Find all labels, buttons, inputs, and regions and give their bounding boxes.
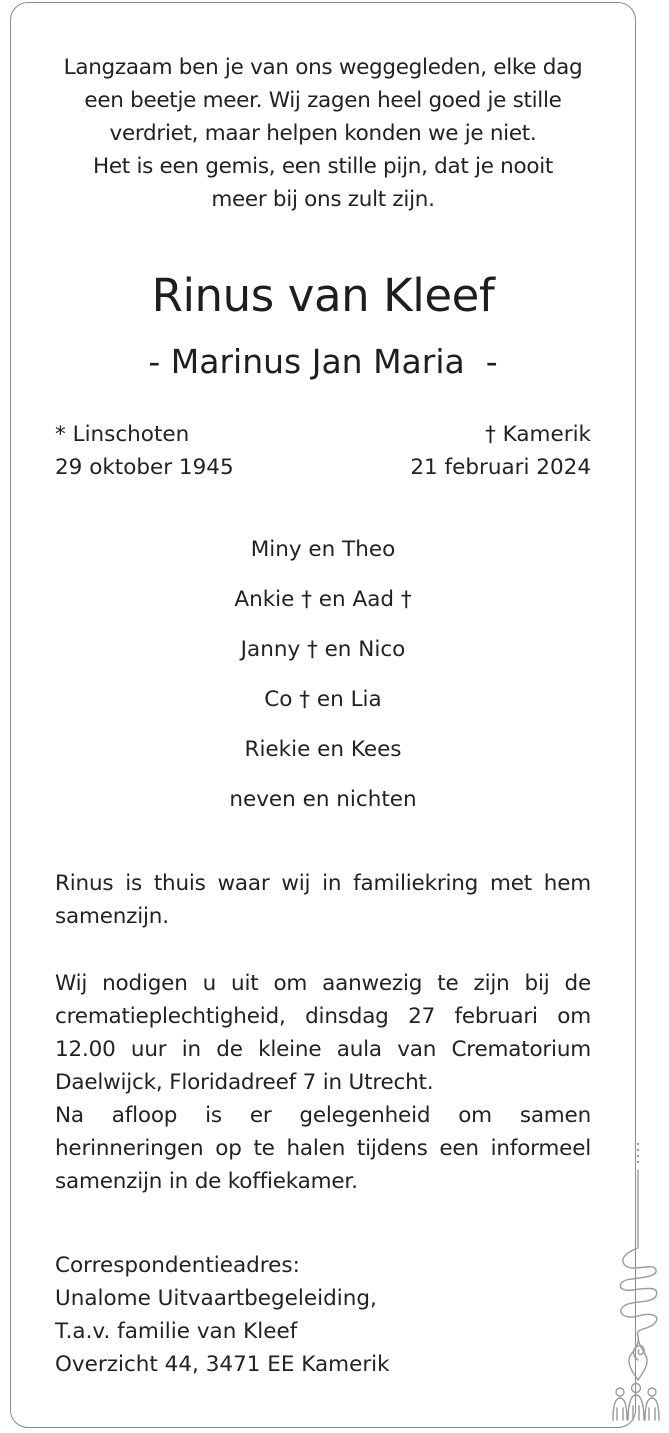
poem-line: Het is een gemis, een stille pijn, dat je nooit — [92, 154, 554, 179]
dotted-line — [637, 1143, 639, 1163]
poem-line: Langzaam ben je van ons weggegleden, elke dag — [63, 55, 583, 80]
family-member: Ankie † en Aad † — [234, 587, 412, 612]
address-line: T.a.v. familie van Kleef — [55, 1319, 298, 1344]
address-line: Correspondentieadres: — [55, 1253, 300, 1278]
birth-info — [55, 418, 234, 484]
paragraph-line: herinneringen op te halen tijdens een informeel — [55, 1136, 591, 1161]
death-info — [410, 418, 591, 484]
family-list — [0, 532, 646, 832]
paragraph-line: crematieplechtigheid, dinsdag 27 februari om — [55, 1004, 591, 1029]
unalome-logo-icon — [604, 1130, 668, 1425]
paragraph-line: Wij nodigen u uit om aanwezig te zijn bij de — [55, 971, 591, 996]
paragraph-line: Rinus is thuis waar wij in familiekring met hem — [55, 871, 591, 896]
poem-line: verdriet, maar helpen konden we je niet. — [109, 121, 537, 146]
death-place: † Kamerik — [485, 422, 591, 447]
deceased-full-name: - Marinus Jan Maria - — [148, 342, 498, 381]
address-line: Unalome Uitvaartbegeleiding, — [55, 1286, 377, 1311]
family-member: neven en nichten — [229, 787, 417, 812]
birth-place: * Linschoten — [55, 422, 190, 447]
deceased-name: Rinus van Kleef — [151, 269, 495, 322]
paragraph-line: samenzijn. — [55, 904, 169, 929]
paragraph-line: 12.00 uur in de kleine aula van Crematorium — [55, 1037, 591, 1062]
correspondence-address — [55, 1249, 390, 1381]
birth-date: 29 oktober 1945 — [55, 455, 234, 480]
unalome-spiral — [634, 1346, 645, 1360]
ceremony-paragraph — [55, 967, 591, 1198]
unalome-path — [620, 1170, 657, 1380]
poem-line: een beetje meer. Wij zagen heel goed je stille — [84, 88, 562, 113]
paragraph-line: samenzijn in de koffiekamer. — [55, 1169, 358, 1194]
paragraph-line: Daelwijck, Floridadreef 7 in Utrecht. — [55, 1070, 434, 1095]
home-viewing-paragraph — [55, 867, 591, 933]
family-member: Co † en Lia — [264, 687, 382, 712]
paragraph-line: Na afloop is er gelegenheid om samen — [55, 1103, 591, 1128]
family-member: Janny † en Nico — [240, 637, 406, 662]
family-member: Riekie en Kees — [244, 737, 402, 762]
people-figures — [613, 1384, 659, 1421]
address-line: Overzicht 44, 3471 EE Kamerik — [55, 1352, 390, 1377]
poem — [40, 51, 606, 216]
death-date: 21 februari 2024 — [410, 455, 591, 480]
family-member: Miny en Theo — [250, 537, 396, 562]
poem-line: meer bij ons zult zijn. — [211, 187, 435, 212]
